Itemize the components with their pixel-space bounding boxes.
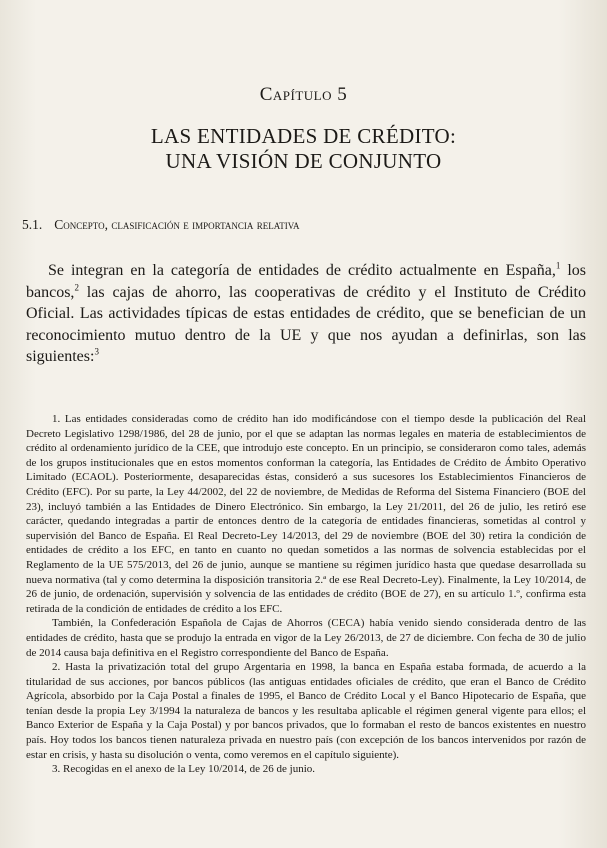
- footnote-1-continued: También, la Confederación Española de Cajas de Ahorros (CECA) había venido siendo considerada dentro de las entidades de crédito, hasta que se produjo la entrada en vigor de la Ley 26/2013, de 27 de diciembre. Con fecha de 30 de julio de 2014 causa baja definitiva en el Registro correspondiente del Banco de España.: [26, 617, 586, 659]
- chapter-title: [0, 124, 607, 174]
- footnote-ref-2: 2: [74, 282, 79, 293]
- body-text-part-3: las cajas de ahorro, las cooperativas de crédito y el Instituto de Crédito Oficial. Las actividades típicas de estas entidades de crédito, que se benefician de un reconocimiento mutuo dentro de la UE y que nos ayudan a definirlas, son las siguientes:: [26, 283, 586, 365]
- footnotes: [26, 412, 586, 777]
- footnote-3: 3. Recogidas en el anexo de la Ley 10/2014, de 26 de junio.: [52, 763, 316, 776]
- chapter-label: Capítulo 5: [259, 84, 348, 105]
- body-paragraph: [26, 260, 586, 368]
- section-heading: [22, 217, 582, 233]
- section-title: Concepto, clasificación e importancia relativa: [54, 217, 300, 232]
- footnote-2: 2. Hasta la privatización total del grupo Argentaria en 1998, la banca en España estaba formada, de acuerdo a la titularidad de sus acciones, por bancos públicos (las antiguas entidades oficiales de crédito, que eran el Banco de Crédito Agrícola, absorbido por la Caja Postal a finales de 1995, el Banco de Crédito Local y el Banco Hipotecario de España, que tenían desde la propia Ley 3/1994 la naturaleza de bancos y les resultaba aplicable el régimen general vigente para ellos; el Banco Exterior de España y la Caja Postal) y por bancos privados, que lo formaban el resto de bancos existentes en nuestro país. Hoy todos los bancos tienen naturaleza privada en nuestro país (con excepción de los bancos intervenidos por razón de estar en crisis, y hasta su disolución o venta, como veremos en el capítulo siguiente).: [26, 661, 586, 761]
- footnote-ref-3: 3: [94, 346, 99, 357]
- chapter-title-line-1: LAS ENTIDADES DE CRÉDITO:: [150, 124, 457, 148]
- reverse-side-bleed-through: [30, 0, 590, 240]
- chapter-title-line-2: UNA VISIÓN DE CONJUNTO: [165, 149, 442, 173]
- body-text-part-2: los bancos,: [26, 262, 587, 301]
- footnote-ref-1: 1: [555, 260, 561, 271]
- body-text-part-1: Se integran en la categoría de entidades de crédito actualmente en España,: [48, 262, 556, 279]
- section-number: 5.1.: [22, 217, 43, 232]
- footnote-1: 1. Las entidades consideradas como de crédito han ido modificándose con el tiempo desde la publicación del Real Decreto Legislativo 1298/1986, del 28 de junio, por el que se adaptan las normas legales en materia de establecimientos de crédito al ordenamiento jurídico de la CEE, que introdujo este concepto. En un principio, se consideraron como tales, además de los grupos institucionales que en estos momentos conforman la categoría, las Entidades de Crédito de Ámbito Operativo Limitado (ECAOL). Posteriormente, desaparecidas éstas, consideró a sus sucesores los Establecimientos Financieros de Crédito (EFC). Por su parte, la Ley 44/2002, del 22 de noviembre, de Medidas de Reforma del Sistema Financiero (BOE del 23), incluyó también a las Entidades de Dinero Electrónico. Sin embargo, la Ley 21/2011, del 26 de julio, les retiró ese carácter, quedando integradas a partir de entonces dentro de la categoría de entidades financieras, sometidas al control y supervisión del Banco de España. El Real Decreto-Ley 14/2013, del 29 de noviembre (BOE del 30) retira la condición de entidades de crédito a los EFC, en tanto en cuanto no quedan sometidos a las normas de solvencia establecidas por el Reglamento de la UE 575/2013, del 26 de junio, aunque se mantiene su régimen jurídico hasta que quedase desarrollada su nueva normativa (tal y como determina la disposición transitoria 2.ª de ese Real Decreto-Ley). Finalmente, la Ley 10/2014, de 26 de junio, de ordenación, supervisión y solvencia de las entidades de crédito (BOE de 27), en su artículo 1.º, confirma esta retirada de la condición de entidades de crédito a los EFC.: [26, 413, 586, 615]
